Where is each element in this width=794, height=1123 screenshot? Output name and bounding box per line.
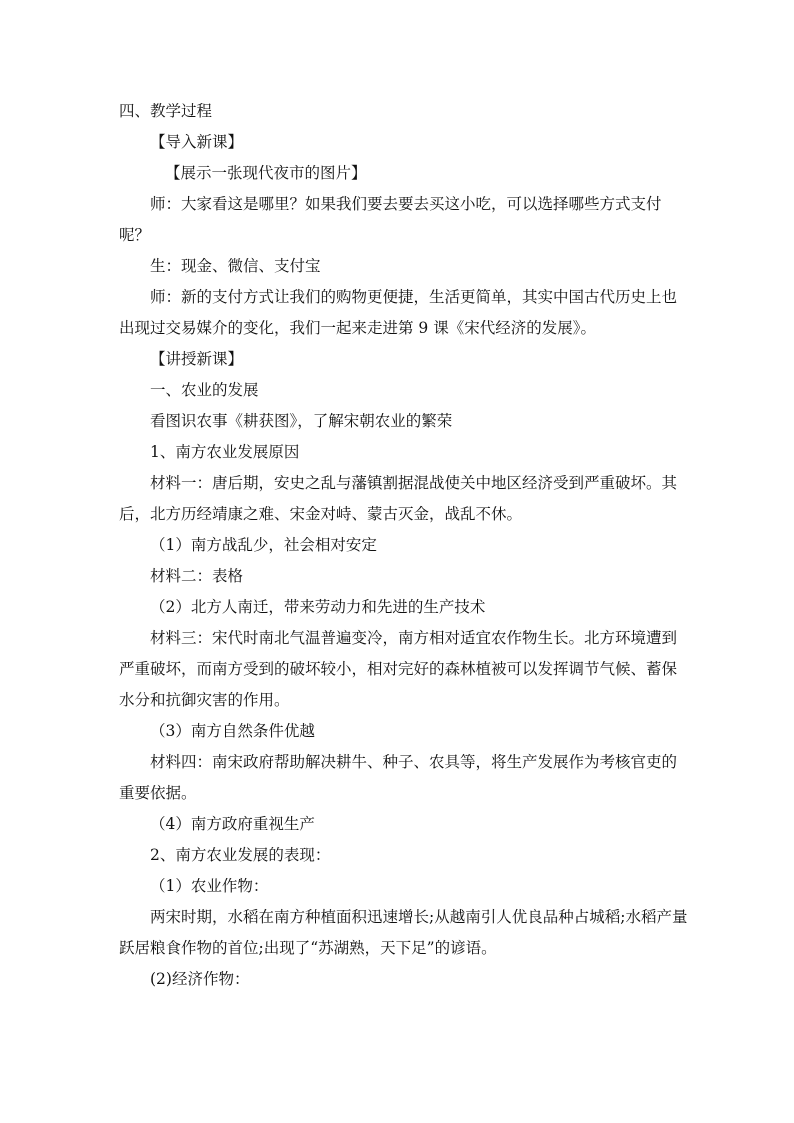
material-three: 材料三：宋代时南北气温普遍变冷，南方相对适宜农作物生长。北方环境遭到严重破坏，而南方受到的破坏较小，相对完好的森林植被可以发挥调节气候、蓄保水分和抗御灾害的作用。 [119, 629, 678, 709]
part1-title: 一、农业的发展 [150, 381, 259, 399]
show-image-note: 【展示一张现代夜市的图片】 [165, 164, 367, 182]
intro-header: 【导入新课】 [150, 133, 244, 151]
reason-title: 1、南方农业发展原因 [150, 443, 300, 461]
material-four: 材料四：南宋政府帮助解决耕牛、种子、农具等，将生产发展作为考核官吏的重要依据。 [119, 753, 678, 802]
cash-crops-title: (2)经济作物： [150, 970, 250, 988]
point-one: （1）南方战乱少，社会相对安定 [150, 536, 377, 554]
material-one: 材料一：唐后期，安史之乱与藩镇割据混战使关中地区经济受到严重破坏。其后，北方历经靖康之难、宋金对峙、蒙古灭金，战乱不休。 [119, 474, 678, 523]
crops-title: （1）农业作物： [150, 877, 269, 895]
point-three: （3）南方自然条件优越 [150, 722, 315, 740]
point-four: （4）南方政府重视生产 [150, 815, 315, 833]
picture-note: 看图识农事《耕获图》，了解宋朝农业的繁荣 [150, 412, 453, 430]
lecture-header: 【讲授新课】 [150, 350, 244, 368]
performance-title: 2、南方农业发展的表现： [150, 846, 331, 864]
document-body [119, 96, 689, 995]
teacher-question: 师：大家看这是哪里？如果我们要去要去买这小吃，可以选择哪些方式支付呢？ [119, 195, 662, 244]
teacher-statement: 师：新的支付方式让我们的购物更便捷，生活更简单，其实中国古代历史上也出现过交易媒介的变化，我们一起来走进第 9 课《宋代经济的发展》。 [119, 288, 678, 337]
section-title: 四、教学过程 [119, 102, 213, 120]
point-two: （2）北方人南迁，带来劳动力和先进的生产技术 [150, 598, 486, 616]
crops-text: 两宋时期，水稻在南方种植面积迅速增长;从越南引人优良品种占城稻;水稻产量跃居粮食作物的首位;出现了“苏湖熟，天下足”的谚语。 [119, 908, 688, 957]
material-two: 材料二：表格 [150, 567, 244, 585]
student-answer: 生：现金、微信、支付宝 [150, 257, 321, 275]
